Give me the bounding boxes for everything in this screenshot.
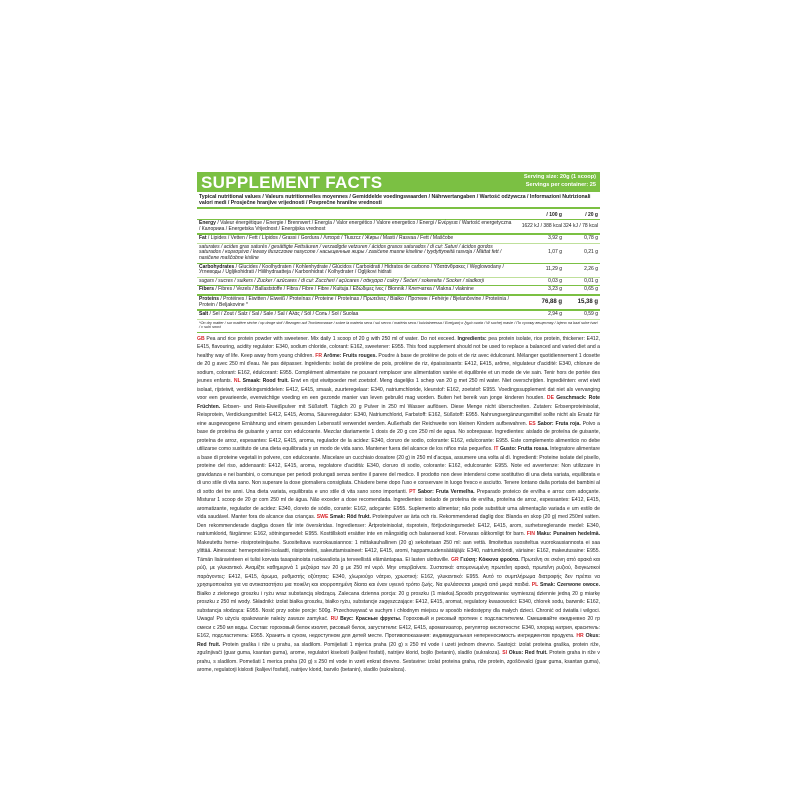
- value-per-serving: 0,01 g: [584, 277, 598, 284]
- value-per-100g: 0,03 g: [548, 277, 562, 284]
- label-title: SUPPLEMENT FACTS: [201, 173, 383, 192]
- label-header: [197, 172, 600, 192]
- lang-block-si: SI Okus: Red fruit. Protein graha in riže v prahu, s sladilom. Pomešati 1 merica praha (20 g) s 250 ml vode in vzeti enkrat dnevno. Sestavine: izolat proteina graha, riže protein, zgoščevalci (guar guma, ksantan guma), arome, regulatorji kislosti (kalijevi fosfati), natrijev klorid, barvilo (betanin), sladilo (sukraloza).: [197, 650, 600, 674]
- nutrient-row-fibers: Fibers / Fibres / Vezels / Ballaststoffe / Fibra / Fibre / Fibre / Kuituja / Εδώδιμες ίνες / Błonnik / Клетчатка / Vlakna / vlaknine 3,23 g 0,65 g: [197, 286, 600, 296]
- value-per-serving: 0,65 g: [584, 286, 598, 293]
- nutrient-name: sugars / sucres / suikers / Zucker / azúcares / di cui: Zuccheri / açúcares / σάκχαρα / cukry / Šećeri / sokereita / Socker / sladkorji: [199, 277, 484, 284]
- value-per-100g: 76,88 g: [541, 298, 562, 305]
- lang-block-fin: FIN Maku: Punainen hedelmä. Makeutettu herne- riisiproteiinijauhe. Suositeltava vuorokausiannos: 1 mittakauhallinen (20 g) sekoitetaan 250 ml: aan vettä. Ilmoitettua suositeltua vuorokausiannosta ei saa ylittää. Ainesosat: herneproteiini-isolaatti, riisiproteiini, sakeuttamisaineet: E412, E415, aromi, happamuudensäätäjäjä: E340, natriumkloridi, väriaine: E162, makeutusaine: E955. Tämän lisäravinteen ei tulisi korvata tasapainoista ruokavaliota ja terveellistä elämäntapaa. Ei lasten ulottuville.: [197, 531, 600, 563]
- lang-block-it: IT Gusto: Frutta rossa. Integratore alimentare a base di proteine vegetali in polvere, con edulcorante. Miscelare un cucchiaio dosatore (20 g) in 250 ml d'acqua, assumere una volta al dì. Ingredienti: Proteine isolate del pisello, proteine del riso, addensanti: E412, E415, aroma, regolatore d'acidità: E340, cloruro di sodio, colorante: E162, edulcorante: E955. Note ed avvertenze: Non utilizzare in gravidanza e nei bambini, o comunque per periodi prolungati senza sentire il parere del medico. Il prodotto non deve intendersi come sostitutivo di una dieta variata, equilibrata e di uno stile di vita sano. Non superare la dose giornaliera consigliata. Chiudere bene dopo l'uso e conservare in luogo fresco e asciutto. Tenere lontano dalla portata dei bambini al di sotto dei tre anni. Una dieta variata, equilibrata e uno stile di vita sano sono importanti.: [197, 446, 600, 495]
- dry-matter-footnote: *On dry matter / sur matière sèche / op droge stof / Bezogen auf Trockenmasse / sobre la materia seca / sul secco / matéria seca / kuiviaineessa / Εστήρική κ ξηρά ουσία / W suchej masie / По сухому веществу / Izjeno na bazi suhe tvari / v suhi snovi: [197, 320, 600, 333]
- lang-block-pl: PL Smak: Czerwone owoce. Białko z zielonego groszku i ryżu wraz substancją słodzącą. Zalecana dzienna porcja: 20 g proszku (1 miarka).Sposób przygotowania: wymieszaj dziennie jedną 20 g miarkę proszku z 250 ml wody. Składniki: izolat białka groszku, białko ryżu, substancje zagęszczające: E412, E415, aromat, regulatory kwasowości: E340, chlorek sodu, barwnik: E162, substancja słodząca: E955. Nosić przy sobie porcje: 500g. Przechowywać w suchym i chłodnym miejscu w sposób niedostępny dla małych dzieci. Chronić od światła i wilgoci. Uwaga! Po użyciu opakowanie należy zawsze zamykać.: [197, 582, 600, 623]
- value-per-serving: 15,38 g: [577, 298, 598, 305]
- nutrient-name: saturates / acides gras saturés / gesättigte Fettsäuren / verzadigde vetzuren / ácidos grasos saturados / di cui: Saturi / ácidos gordos saturados / κορεσμένα / kwasy tłuszczowe nasycone / насыщенные жиры / zasićene masne kiseline / tyydyttyneitä rasvoja / Mättat fett / nasičene maščobne kisline: [199, 243, 502, 261]
- typical-values-intro: Typical nutritional values / Valeurs nutritionnelles moyennes / Gemiddelde voedingswaarden / Nährwertangaben / Wartość odżywcza / Informazioni Nutrizionali valori medi / Prosječne hranjive vrijednosti / Povprečne hranilne vrednosti: [199, 194, 591, 206]
- nutrient-row-carbohydrates: Carbohydrates / Glucides / Koolhydraten / Kohlenhydrate / Glúcidos / Carboidrati / Hidratos de carbono / Υδατάνθρακες / Węglowodany / Углеводы / Ugljikohidrati / Hiilihydraatteja / Karbonhidrat / Kolhydrater / Ogljikovi hidrati 11,29 g 2,26 g: [197, 264, 600, 278]
- value-per-100g: 11,29 g: [545, 266, 562, 273]
- supplement-facts-label: [197, 172, 600, 675]
- value-per-100g: 1622 kJ / 388 kcal: [521, 222, 562, 229]
- servings-per-container: Servings per container: 25: [525, 182, 596, 188]
- nutrient-name: Fat: [199, 235, 207, 242]
- nutrient-row-salt: Salt / Sel / Zout / Salz / Sal / Sale / Sal / Αλάς / Sól / Соль / Sol / Suolaa 2,94 g 0,59 g: [197, 311, 600, 320]
- lang-block-swe: SWE Smak: Röd frukt. Proteinpulver av ärta och ris. Rekommenderad daglig dos: Blanda en skop (20 g) med 250ml vatten. Den rekommenderade dagliga dosen får inte överskridas. Ingredienser: Ärtproteinisolat, risprotein, förtjockningsmedel: E412, E415, arom, surhetsreglerande medel: E340, natriumklorid, färgämne: E162, sötningsmedel: E955. Kosttillskott ersätter inte en mångsidig och balanserad kost. Förvaras oåtkomligt för barn.: [197, 514, 600, 538]
- column-headers: [197, 209, 600, 220]
- lang-block-ru: RU Вкус: Красные фрукты. Гороховый и рисовый протеин с подсластителем. Смешивайте ежедневно 20 гр смеси с 250 мл воды. Состав: гороховый белок изолят, рисовый белок, загустители: E412, E415, ароматизатор, регулятор кислотности: E340, хлорид натрия, краситель: E162, подсластитель: E955. Хранить в сухом, недоступном для детей месте. Противопоказания: индивидуальная непереносимость ингредиентов продукта.: [197, 616, 600, 640]
- value-per-100g: 1,07 g: [548, 249, 562, 256]
- lang-block-pt: PT Sabor: Fruta Vermelha. Preparado proteico de ervilha e arroz com adoçante. Misturar 1 scoop de 20 gr com 250 ml de água. Não exceder a dose recomendada. Ingredientes: isolado de proteína de ervilha, proteína de arroz, espessantes: E412, E415, aromatizante, regulador de acidez: E340, cloreto de sódio, corante: E162, adoçante: E955. Suplemento alimentar; não pode substituir uma alimentação variada e um estilo de vida saudável. Manter fora do alcance das crianças.: [197, 488, 601, 521]
- lang-block-fr: FR Arôme: Fruits rouges. Poudre à base de protéine de pois et de riz avec édulcorant. Mélanger quotidiennement 1 dosette de 20 g avec 250 ml d'eau. Ne pas dépasser. Ingrédients: isolat de protéine de pois, protéine de riz, épaississants: E412, E415, arôme, régulateur d'acidité: E340, chlorure de sodium, colorant: E162, édulcorant: E955. Complément alimentaire ne pouvant remplacer une alimentation variée et équilibrée et un mode de vie sain. Tenir hors de portée des jeunes enfants.: [197, 352, 600, 385]
- nutrient-row-fat: Fat / Lipides / Vetten / Fett / Lípidos / Grassi / Gordura / Λιπαρά / Tłuszcz / Жиры / Masti / Rasvaa / Fett / Maščobe 3,92 g 0,78 g: [197, 235, 600, 244]
- lang-block-nl: NL Smaak: Rood fruit. Erwt en rijst eiwitpoeder met zoetstof. Meng dagelijks 1 schep van 20 g met 250 ml water. Niet overschrijden. Ingrediënten: erwt eiwit isolaat, rijsteiwit, verdikkingsmiddelen: E412, E415, smaak, zuurteregelaar: E340, natriumchloride, kleurstof: E162, zoetstof: E955. Voedingssupplement dat niet als vervanging voor een gevarieerde, evenwichtige voeding en een gezonde manier van leven gebruikt mag worden. Buiten het bereik van jonge kinderen houden.: [197, 378, 600, 402]
- value-per-100g: 2,94 g: [548, 311, 562, 318]
- value-per-serving: 2,26 g: [584, 266, 598, 273]
- lang-block-gb: GB Pea and rice protein powder with sweetener. Mix daily 1 scoop of 20 g with 250 ml of water. Do not exceed. Ingredients: pea protein isolate, rice protein, thickener: E412, E415, flavouring, acidity regulator: E340, sodium chloride, colorant: E162, sweetener: E955. This food supplement should not be used to replace a balanced and varied diet and a healthy way of life. Keep away from young children.: [197, 335, 600, 359]
- nutrient-name: Fibers: [199, 286, 215, 293]
- multilingual-instructions: [197, 333, 600, 675]
- nutrient-name: Salt: [199, 311, 209, 318]
- nutrient-row-proteins: Proteins / Protéines / Eiwitten / Eiweiß / Proteínas / Proteine / Proteínas / Πρωτεΐνες / Białko / Протеин / Fehérje / Bjelančevine / Proteiinia / Protein / Beljakovine * 76,88 g 15,38 g: [197, 296, 600, 311]
- nutrient-name: Carbohydrates: [199, 263, 235, 270]
- nutrient-name: Proteins: [199, 295, 220, 302]
- value-per-serving: 0,59 g: [584, 311, 598, 318]
- per-100g-header: / 100 g: [546, 212, 562, 218]
- value-per-100g: 3,23 g: [548, 286, 562, 293]
- value-per-serving: 0,78 g: [584, 235, 598, 242]
- lang-block-es: ES Sabor: Fruta roja. Polvo a base de proteína de guisante y arroz con edulcorante. Mezclar diariamente 1 dosis de 20 g con 250 ml de agua. No sobrepasar. Ingredientes: aislado de proteína de guisante, proteína de arroz, espesantes: E412, E415, aroma, regulador de la acidez: E340, cloruro de sodio, colorante: E162, edulcorante: E955. Este complemento alimenticio no debe utilizarse como sustituto de una dieta equilibrada y un modo de vida sano. Mantener fuera del alcance de los niños más pequeños.: [197, 420, 600, 453]
- value-per-serving: 324 kJ / 78 kcal: [563, 222, 598, 229]
- serving-size: Serving size: 20g (1 scoop): [523, 174, 596, 180]
- nutrient-name: Energy: [199, 220, 216, 226]
- per-serving-header: / 20 g: [585, 212, 598, 218]
- lang-block-de: DE Geschmack: Rote Früchten. Erbsen- und Reis-Eiweißpulver mit Süßstoff. Täglich 20 g Pulver in 250 ml Wasser auflösen. Diese Menge nicht überschreiten. Zutaten: Erbsenproteinisolat, Reisprotein, Verdickungsmittel: E412, E415, Aroma, Säureregulator: E340, Natriumchlorid, Farbstoff: E162, Süßstoff: E955. Nahrungsergänzungsmittel sollte nicht als Ersatz für eine ausgewogene Ernährung und einem gesunden Lebensstil verwendet werden. Außerhalb der Reichweite von kleinen Kindern aufbewahren.: [197, 395, 600, 427]
- nutrient-row-saturates: [197, 244, 600, 264]
- nutrient-row-energy: Energy / Valeur énergétique / Energie / Brennwert / Energía / Valor energético / Valore energetico / Energi / Ενέργεια / Wartość energetyczna / Калорииа / Energetska Vrijednost / Energijska vrednost 1622 kJ / 388 kcal 324 kJ / 78 kcal: [197, 220, 600, 235]
- value-per-serving: 0,21 g: [584, 249, 598, 256]
- value-per-100g: 3,92 g: [548, 235, 562, 242]
- serving-info: [524, 173, 596, 189]
- lang-block-hr: HR Okus: Red fruit. Protein graška i riže u prahu, sa sladilom. Pomiješati 1 mjerica praha (20 g) s 250 ml vode i uzeti jednom dnevno. Sastojci: izolat proteina graška, protein riže, zgušnjivači (guar guma, ksantan guma), arome, regulatori kiselosti (kalijevi fosfati), natrijev klorid, bojilo (betanin), sladilo (sukraloza).: [197, 633, 601, 657]
- lang-block-gr: GR Γεύση: Κόκκινα φρούτα. Πρωτεΐνη σε σκόνη από αρακά και ρύζι, με γλυκαντικό. Αναμίξτε καθημερινά 1 μεζούρα των 20 g με 250 ml νερό. Μην υπερβαίνετε. Συστατικά: απομονωμένη πρωτεΐνη αρακά, πρωτεΐνη ρυζιού, διογκωτικοί παράγοντες: E412, E415, άρωμα, ρυθμιστής οξύτητας: E340, χλωριούχο νάτριο, χρωστική: E162, γλυκαντικό: E955. Αυτό το συμπλήρωμα διατροφής δεν πρέπει να χρησιμοποιείται για να αντικαταστήσει μια ποικίλη και ισορροπημένη δίαιτα και έναν υγιεινό τρόπο ζωής. Να φυλάσσεται μακριά από μικρά παιδιά.: [197, 556, 600, 589]
